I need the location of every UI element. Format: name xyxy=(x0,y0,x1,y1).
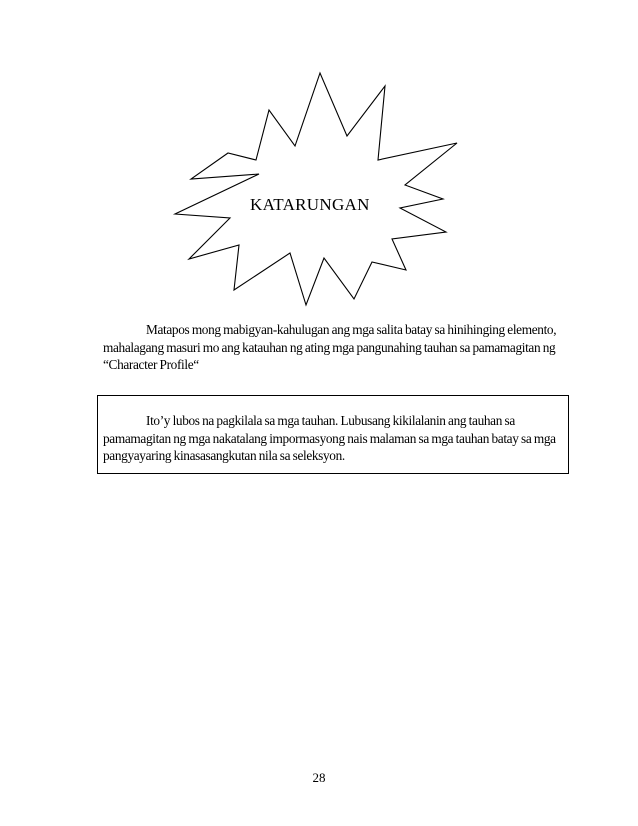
starburst-label: KATARUNGAN xyxy=(250,195,370,214)
intro-paragraph: Matapos mong mabigyan-kahulugan ang mga salita batay sa hinihinging elemento, mahalagang masuri mo ang katauhan ng ating mga pangunahing tauhan sa pamamagitan ng “Character Profile“ xyxy=(103,322,557,372)
note-text: Ito’y lubos na pagkilala sa mga tauhan. Lubusang kikilalanin ang tauhan sa pamamagitan ng mga nakatalang impormasyong nais malaman sa mga tauhan batay sa mga pangyayaring kinasasangkutan nila sa seleksyon. xyxy=(103,413,556,463)
page-number: 28 xyxy=(312,770,326,785)
starburst-shape xyxy=(0,0,638,320)
starburst-callout xyxy=(0,0,638,320)
note-box xyxy=(97,395,569,474)
